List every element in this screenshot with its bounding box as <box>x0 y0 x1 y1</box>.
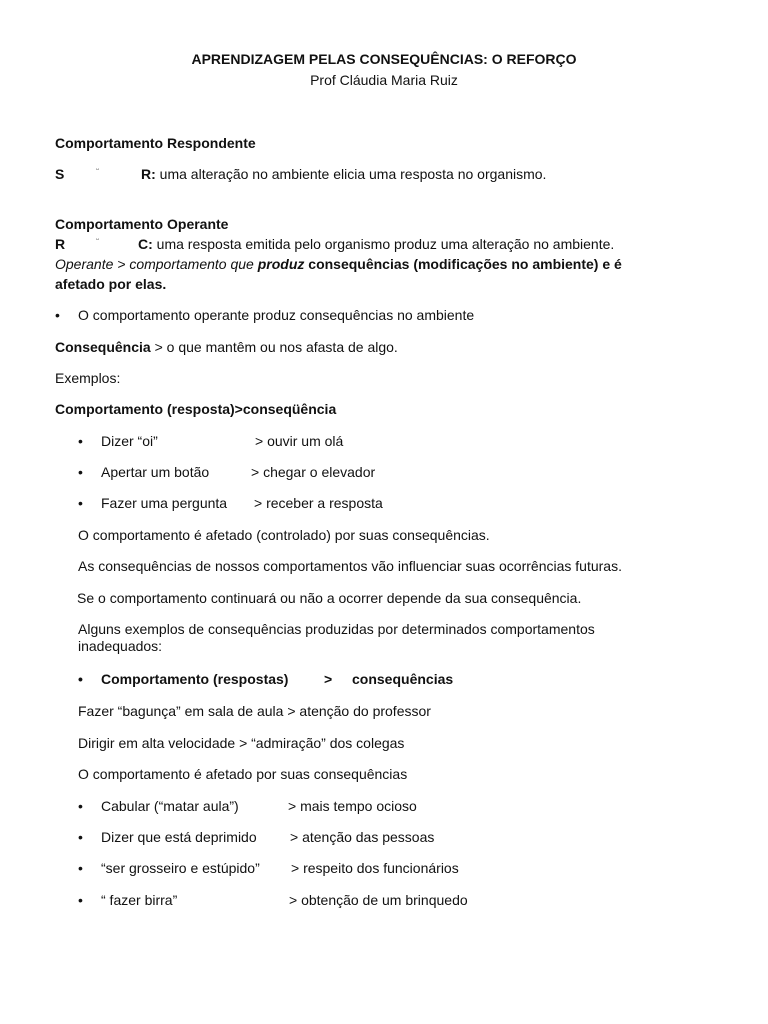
operante-bullet-text: O comportamento operante produz consequências no ambiente <box>78 307 475 323</box>
paragraph: Se o comportamento continuará ou não a ocorrer depende da sua consequência. <box>77 590 582 606</box>
section1-heading: Comportamento (resposta)>conseqüência <box>55 401 337 417</box>
list-item-consequence: > respeito dos funcionários <box>291 860 459 876</box>
paragraph: O comportamento é afetado (controlado) por suas consequências. <box>78 527 490 543</box>
respondente-text: uma alteração no ambiente elicia uma resposta no organismo. <box>155 166 547 182</box>
operante-italic-text: Operante > comportamento que <box>55 256 258 272</box>
list-item-consequence: > obtenção de um brinquedo <box>289 892 468 908</box>
bullet-icon: • <box>78 829 83 845</box>
section2-left: Comportamento (respostas) <box>101 671 289 687</box>
list-item: Fazer uma pergunta <box>101 495 228 511</box>
list-item: Dizer “oi” <box>101 433 158 449</box>
list-item-consequence: > atenção das pessoas <box>290 829 435 845</box>
document-title: APRENDIZAGEM PELAS CONSEQUÊNCIAS: O REFORÇO <box>191 51 577 67</box>
bullet-icon: • <box>78 433 83 449</box>
list-item: Cabular (“matar aula”) <box>101 798 239 814</box>
section2-right: consequências <box>352 671 454 687</box>
consequencia-bold: Consequência <box>55 339 151 355</box>
list-item-consequence: > chegar o elevador <box>251 464 376 480</box>
bullet-icon: • <box>78 464 83 480</box>
arrow-icon: ᵕ <box>96 235 100 244</box>
respondente-heading: Comportamento Respondente <box>55 135 256 151</box>
operante-produz: produz <box>257 256 305 272</box>
operante-bold-text: consequências (modificações no ambiente) e é <box>304 256 622 272</box>
document-author: Prof Cláudia Maria Ruiz <box>310 72 458 88</box>
list-item-consequence: > mais tempo ocioso <box>288 798 417 814</box>
operante-text: uma resposta emitida pelo organismo produz uma alteração no ambiente. <box>152 236 615 252</box>
paragraph: As consequências de nossos comportamentos vão influenciar suas ocorrências futuras. <box>78 558 622 574</box>
operante-r-label: R <box>55 236 66 252</box>
operante-definition <box>138 236 614 253</box>
section2-separator: > <box>324 671 333 687</box>
bullet-icon: • <box>78 860 83 876</box>
bullet-icon: • <box>55 307 60 323</box>
list-item: “ser grosseiro e estúpido” <box>101 860 260 876</box>
bullet-icon: • <box>78 671 83 687</box>
consequencia-definition <box>55 339 398 356</box>
bullet-icon: • <box>78 495 83 511</box>
list-item-consequence: > receber a resposta <box>254 495 383 511</box>
consequencia-rest: > o que mantêm ou nos afasta de algo. <box>150 339 398 355</box>
operante-heading: Comportamento Operante <box>55 216 229 232</box>
operante-line2 <box>55 256 622 273</box>
example-line: O comportamento é afetado por suas consequências <box>78 766 408 782</box>
arrow-icon: ᵕ <box>96 165 100 174</box>
example-line: Dirigir em alta velocidade > “admiração” dos colegas <box>78 735 405 751</box>
operante-c-label: C: <box>138 236 153 252</box>
bullet-icon: • <box>78 892 83 908</box>
example-line: Fazer “bagunça” em sala de aula > atenção do professor <box>78 703 431 719</box>
list-item: Dizer que está deprimido <box>101 829 257 845</box>
list-item: “ fazer birra” <box>101 892 178 908</box>
bullet-icon: • <box>78 798 83 814</box>
respondente-r-label: R: <box>141 166 156 182</box>
exemplos-label: Exemplos: <box>55 370 121 386</box>
paragraph: Alguns exemplos de consequências produzidas por determinados comportamentos inadequados: <box>78 621 595 654</box>
respondente-definition <box>141 166 546 183</box>
list-item-consequence: > ouvir um olá <box>255 433 344 449</box>
operante-line3: afetado por elas. <box>55 276 167 292</box>
respondente-s-label: S <box>55 166 65 182</box>
list-item: Apertar um botão <box>101 464 210 480</box>
